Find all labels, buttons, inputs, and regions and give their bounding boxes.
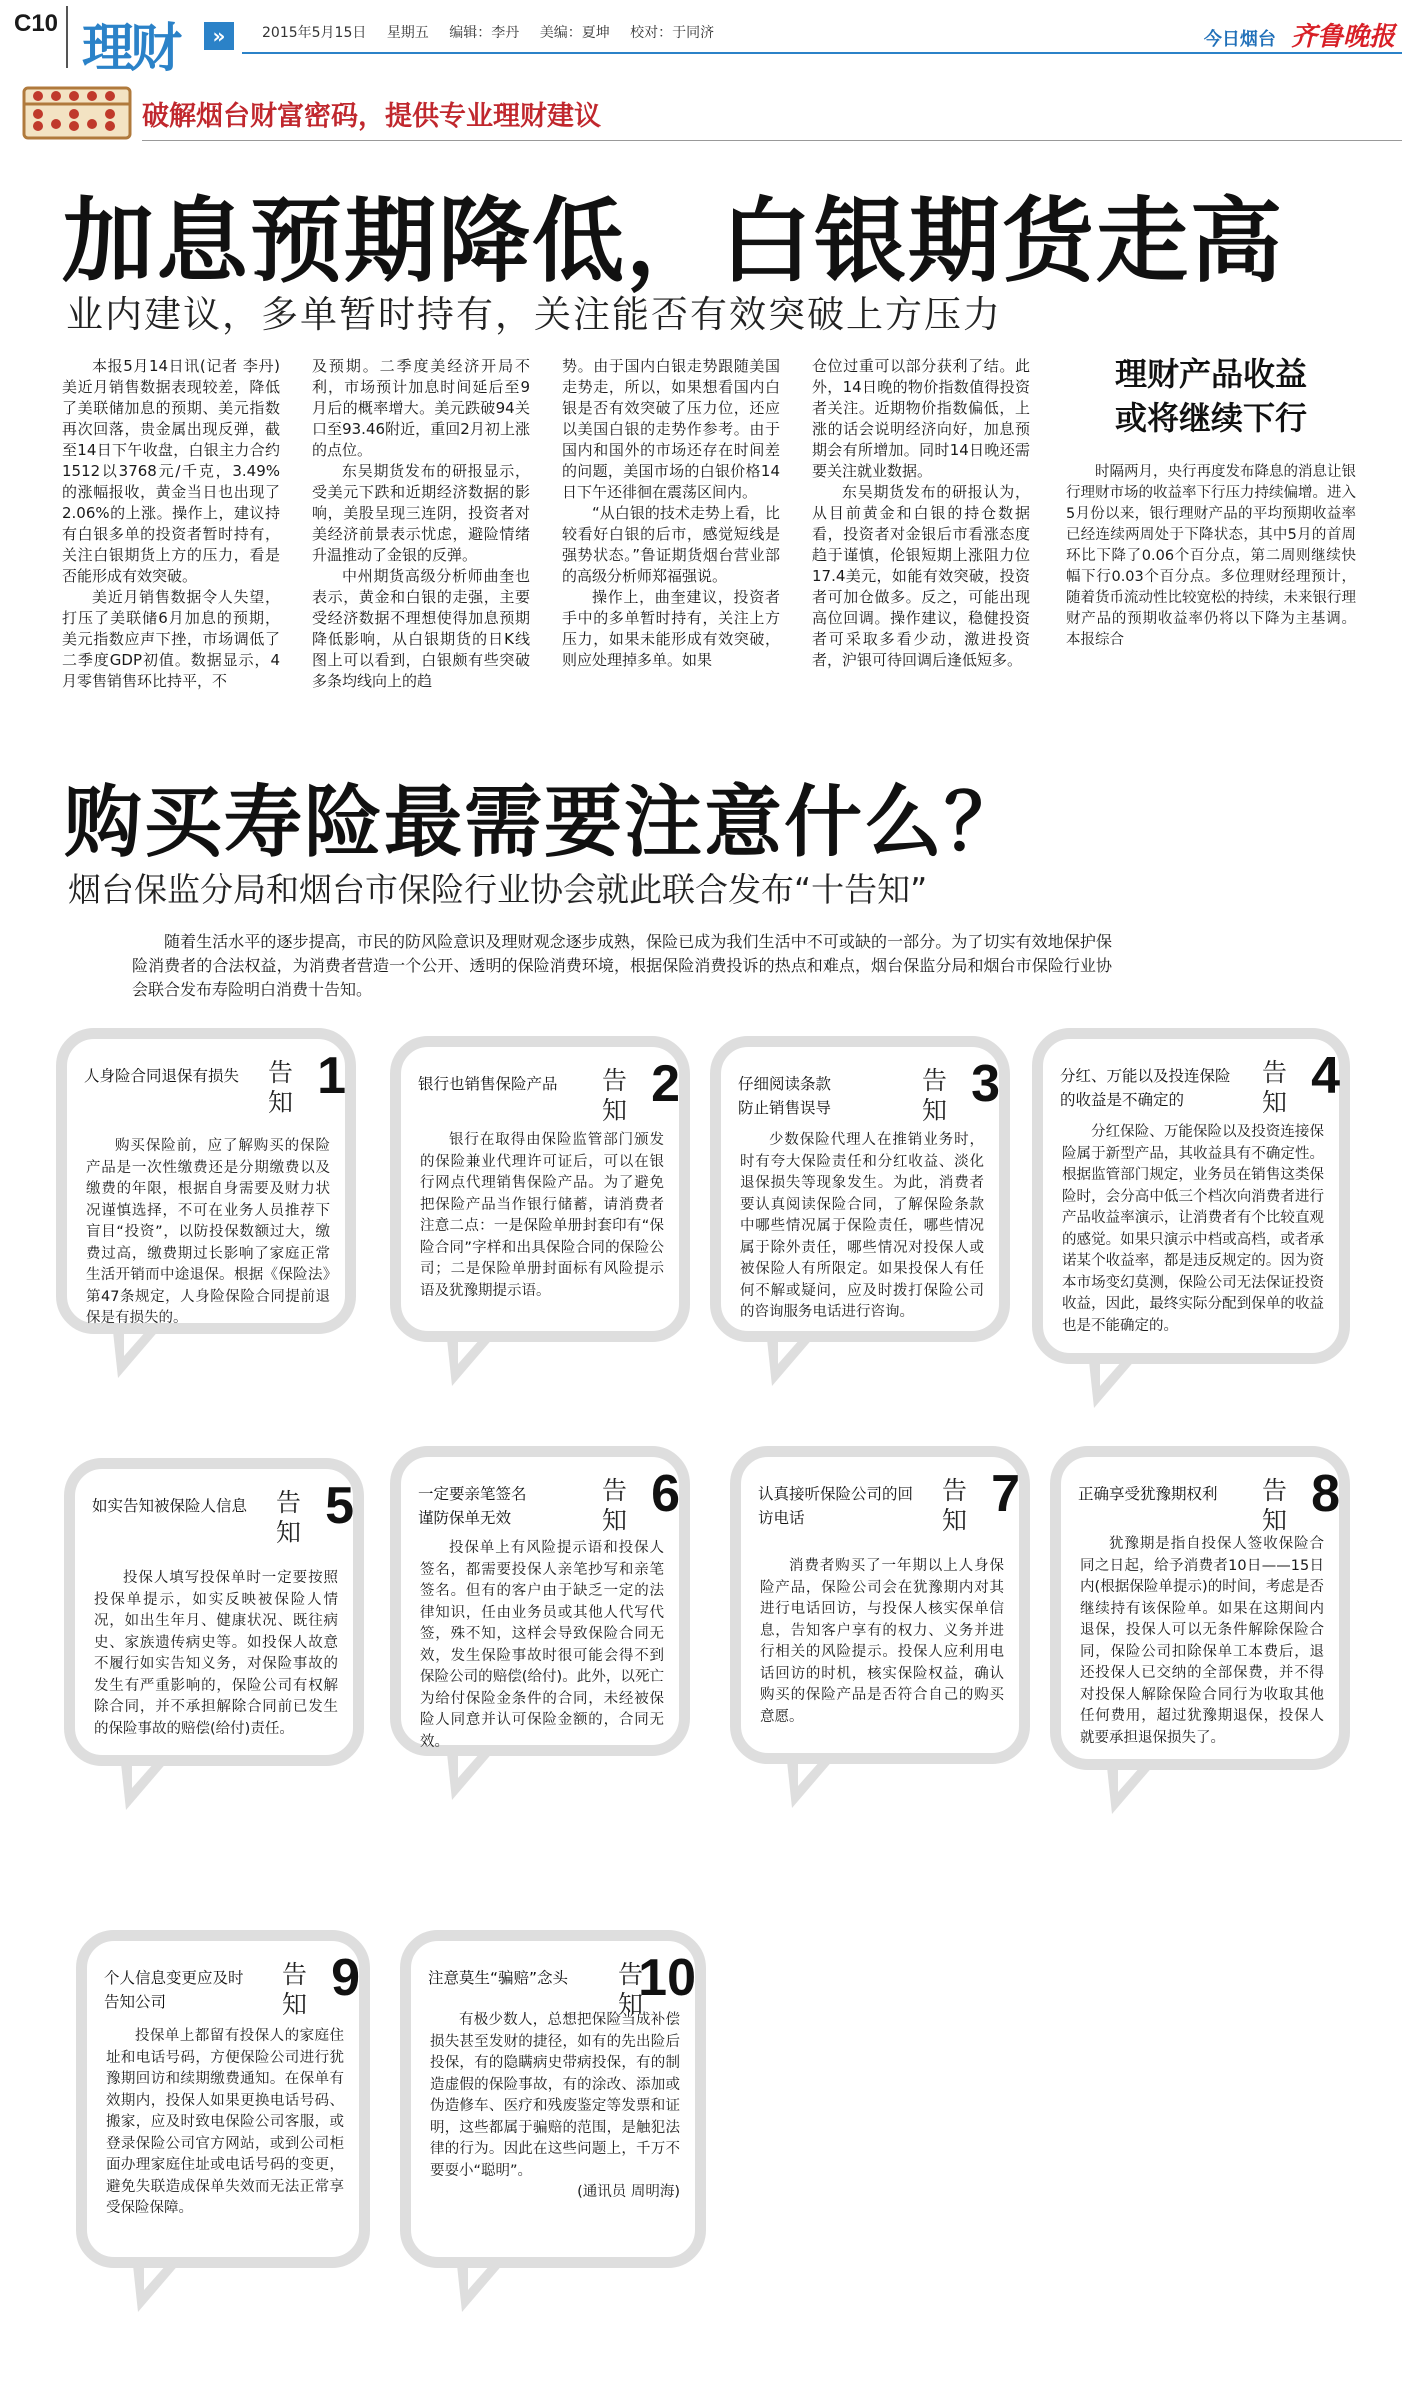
paragraph: 投保单上有风险提示语和投保人签名，都需要投保人亲笔抄写和亲笔签名。但有的客户由于缺乏一定的法律知识，任由业务员或其他人代写代签，殊不知，这样会导致保险合同无效，发生保险事故时很可能会得不到保险公司的赔偿(给付)。此外，以死亡为给付保险金条件的合同，未经被保险人同意并认可保险金额的，合同无效。 — [420, 1540, 664, 1750]
notice-number: 10 — [638, 1949, 696, 2007]
paragraph: 购买保险前，应了解购买的保险产品是一次性缴费还是分期缴费以及缴费的年限，根据自身需要及财力状况谨慎选择，不可在业务人员推荐下盲目“投资”，以防投保数额过大，缴费过高，缴费期过长影响了家庭正常生活开销而中途退保。根据《保险法》第47条规定，人身险保险合同提前退保是有损失的。 — [86, 1138, 330, 1326]
page-number: C10 — [14, 10, 59, 37]
notice-title — [1078, 1482, 1288, 1506]
notice-number: 5 — [325, 1477, 354, 1535]
notice-title — [418, 1072, 628, 1096]
paragraph: 投保人填写投保单时一定要按照投保单提示，如实反映被保险人情况，如出生年月、健康状况、既往病史、家族遗传病史等。如投保人故意不履行如实告知义务，对保险事故的发生有严重影响的，保险公司有权解除合同，并不承担解除合同前已发生的保险事故的赔偿(给付)责任。 — [94, 1570, 338, 1737]
notice-label: 告知 — [618, 1960, 644, 2019]
notice-body — [1080, 1534, 1324, 1749]
masthead-right — [1204, 16, 1395, 53]
section-logo — [76, 4, 246, 79]
notice-title — [758, 1482, 968, 1530]
paragraph: 势。由于国内白银走势跟随美国走势走，所以，如果想看国内白银是否有效突破了压力位，还应以美国白银的走势作参考。由于国内和国外的市场还存在时间差的问题，美国市场的白银价格14日下午还徘徊在震荡区间内。 — [562, 357, 780, 501]
notice-body — [430, 2010, 680, 2204]
notice-card-6 — [390, 1446, 690, 1756]
article1-column-4 — [812, 356, 1030, 671]
notice-body — [740, 1130, 984, 1324]
notice-label: 告知 — [1262, 1058, 1288, 1117]
notice-number: 8 — [1311, 1465, 1340, 1523]
notice-card-8 — [1050, 1446, 1350, 1770]
sidebar-body — [1066, 462, 1356, 651]
sidebar-headline-line: 理财产品收益 — [1114, 355, 1307, 393]
notice-number: 2 — [651, 1055, 680, 1113]
notice-card-7 — [730, 1446, 1030, 1764]
article2-subheadline: 烟台保监分局和烟台市保险行业协会就此联合发布“十告知” — [68, 870, 928, 909]
issue-date: 2015年5月15日 — [262, 25, 367, 41]
newspaper-logo: 齐鲁晚报 — [1290, 22, 1395, 52]
notice-title-line: 仔细阅读条款 — [738, 1075, 832, 1093]
notice-card-5 — [64, 1458, 364, 1766]
notice-number: 1 — [317, 1047, 346, 1105]
notice-body — [86, 1136, 330, 1330]
notice-number: 9 — [331, 1949, 360, 2007]
notice-title — [1060, 1064, 1270, 1112]
article1-column-1 — [62, 356, 280, 692]
header-meta — [262, 22, 730, 42]
notice-number: 4 — [1311, 1047, 1340, 1105]
notice-body — [420, 1538, 664, 1753]
paragraph: 时隔两月，央行再度发布降息的消息让银行理财市场的收益率下行压力持续偏增。进入5月份以来，银行理财产品的平均预期收益率已经连续两周处于下降状态，其中5月的首周环比下降了0.06个百分点，第二周则继续快幅下行0.03个百分点。多位理财经理预计，随着货币流动性比较宽松的持续，未来银行理财产品的预期收益率仍将以下降为主基调。 本报综合 — [1066, 464, 1356, 648]
paragraph: 及预期。二季度美经济开局不利，市场预计加息时间延后至9月后的概率增大。美元跌破94关口至93.46附近，重回2月初上涨的点位。 — [312, 357, 530, 459]
notice-title-line: 谨防保单无效 — [418, 1509, 512, 1527]
notice-title — [92, 1494, 302, 1518]
section-name: 理财 — [82, 19, 179, 79]
paragraph: 投保单上都留有投保人的家庭住址和电话号码，方便保险公司进行犹豫期回访和续期缴费通知。在保单有效期内，投保人如果更换电话号码、搬家，应及时致电保险公司客服，或登录保险公司官方网站，或到公司柜面办理家庭住址或电话号码的变更，避免失联造成保单失效而无法正常享受保险保障。 — [106, 2028, 344, 2216]
notice-number: 6 — [651, 1465, 680, 1523]
notice-number: 3 — [971, 1055, 1000, 1113]
notice-card-3 — [710, 1036, 1010, 1342]
notice-title — [738, 1072, 948, 1120]
notice-label: 告知 — [942, 1476, 968, 1535]
paragraph: 少数保险代理人在推销业务时，时有夸大保险责任和分红收益、淡化退保损失等现象发生。为此，消费者要认真阅读保险合同，了解保险条款中哪些情况属于保险责任，哪些情况属于除外责任，哪些情况对投保人或被保险人有所限定。如果投保人有任何不解或疑问，应及时拨打保险公司的咨询服务电话进行咨询。 — [740, 1132, 984, 1320]
abacus-icon — [22, 80, 132, 142]
article2-headline: 购买寿险最需要注意什么？ — [64, 778, 1025, 868]
notice-title-line: 防止销售误导 — [738, 1099, 832, 1117]
notice-card-2 — [390, 1036, 690, 1342]
article1-column-3 — [562, 356, 780, 671]
notice-title-line: 认真接听保险公司的回 — [758, 1485, 914, 1503]
notice-card-9 — [76, 1930, 370, 2268]
article1-subheadline: 业内建议，多单暂时持有，关注能否有效突破上方压力 — [66, 293, 1002, 336]
article1-column-2 — [312, 356, 530, 692]
notice-body — [760, 1556, 1004, 1728]
notice-title-line: 分红、万能以及投连保险 — [1060, 1067, 1231, 1085]
notice-title-line: 正确享受犹豫期权利 — [1078, 1485, 1218, 1503]
paragraph: 银行在取得由保险监管部门颁发的保险兼业代理许可证后，可以在银行网点代理销售保险产品。为了避免把保险产品当作银行储蓄，请消费者注意二点：一是保险单册封套印有“保险合同”字样和出具保险合同的保险公司；二是保险单册封面标有风险提示语及犹豫期提示语。 — [420, 1132, 664, 1299]
paragraph: 本报5月14日讯(记者 李丹) 美近月销售数据表现较差，降低了美联储加息的预期、美元指数再次回落，贵金属出现反弹，截至14日下午收盘，白银主力合约1512以3768元/千克，3.49%的涨幅报收，黄金当日也出现了2.06%的上涨。操作上，建议持有白银多单的投资者暂时持有，关注白银期货上方的压力，看是否能形成有效突破。 — [62, 357, 280, 585]
notice-title — [428, 1966, 638, 1990]
notice-title — [84, 1064, 294, 1088]
notice-title — [418, 1482, 628, 1530]
local-edition-label: 今日烟台 — [1203, 29, 1276, 50]
notice-title-line: 个人信息变更应及时 — [104, 1969, 244, 1987]
notice-number: 7 — [991, 1465, 1020, 1523]
header-divider — [66, 6, 68, 68]
art-editor: 美编：夏坤 — [539, 25, 610, 41]
notice-title-line: 告知公司 — [104, 1993, 167, 2011]
notice-title-line: 银行也销售保险产品 — [418, 1075, 558, 1093]
slogan-rule — [142, 140, 1402, 141]
paragraph: 操作上，曲奎建议，投资者手中的多单暂时持有，关注上方压力，如果未能形成有效突破，则应处理掉多单。如果 — [562, 588, 780, 669]
sidebar-headline — [1066, 352, 1356, 440]
sidebar-article — [1066, 352, 1356, 651]
notice-title-line: 如实告知被保险人信息 — [92, 1497, 248, 1515]
notice-title-line: 人身险合同退保有损失 — [84, 1067, 240, 1085]
paragraph: 东吴期货发布的研报显示，受美元下跌和近期经济数据的影响，美股呈现三连阴，投资者对美经济前景表示忧虑，避险情绪升温推动了金银的反弹。 — [312, 462, 530, 564]
notice-label: 告知 — [602, 1476, 628, 1535]
paragraph: 犹豫期是指自投保人签收保险合同之日起，给予消费者10日——15日内(根据保险单提示)的时间，考虑是否继续持有该保险单。如果在这期间内退保，投保人可以无条件解除保险合同，保险公司扣除保单工本费后，退还投保人已交纳的全部保费，并不得对投保人解除保险合同行为收取其他任何费用，超过犹豫期退保，投保人就要承担退保损失了。 — [1080, 1536, 1324, 1746]
notice-body — [106, 2026, 344, 2220]
notice-label: 告知 — [602, 1066, 628, 1125]
notice-card-4 — [1032, 1028, 1350, 1364]
notice-card-1 — [56, 1028, 356, 1334]
notice-body — [1062, 1122, 1324, 1337]
paragraph: 有极少数人，总想把保险当成补偿损失甚至发财的捷径，如有的先出险后投保，有的隐瞒病史带病投保，有的制造虚假的保险事故，有的涂改、添加或伪造修车、医疗和残废鉴定等发票和证明，这些都属于骗赔的范围，是触犯法律的行为。因此在这些问题上，千万不要耍小“聪明”。 — [430, 2012, 680, 2179]
article2-intro — [132, 930, 1112, 1002]
proofreader: 校对：于同济 — [630, 25, 715, 41]
notice-label: 告知 — [276, 1488, 302, 1547]
paragraph: 随着生活水平的逐步提高，市民的防风险意识及理财观念逐步成熟，保险已成为我们生活中不可或缺的一部分。为了切实有效地保护保险消费者的合法权益，为消费者营造一个公开、透明的保险消费环境，根据保险消费投诉的热点和难点，烟台保监分局和烟台市保险行业协会联合发布寿险明白消费十告知。 — [132, 932, 1112, 999]
notice-card-10 — [400, 1930, 706, 2268]
paragraph: 中州期货高级分析师曲奎也表示，黄金和白银的走强，主要受经济数据不理想使得加息预期降低影响，从白银期货的日K线图上可以看到，白银颇有些突破多条均线向上的趋 — [312, 567, 530, 690]
notice-label: 告知 — [282, 1960, 308, 2019]
editor: 编辑：李丹 — [449, 25, 520, 41]
sidebar-headline-line: 或将继续下行 — [1114, 399, 1307, 437]
issue-weekday: 星期五 — [386, 25, 429, 41]
paragraph: “从白银的技术走势上看，比较看好白银的后市，感觉短线是强势状态。”鲁证期货烟台营业部的高级分析师郑福强说。 — [562, 504, 780, 585]
paragraph: 仓位过重可以部分获利了结。此外，14日晚的物价指数值得投资者关注。近期物价指数偏低，上涨的话会说明经济向好，加息预期会有所增加。同时14日晚还需要关注就业数据。 — [812, 357, 1030, 480]
paragraph: 东吴期货发布的研报认为，从目前黄金和白银的持仓数据看，投资者对金银后市看涨态度趋于谨慎，伦银短期上涨阻力位17.4美元，如能有效突破，投资者可加仓做多。反之，可能出现高位回调。操作建议，稳健投资者可采取多看少动，激进投资者，沪银可待回调后逢低短多。 — [812, 483, 1030, 669]
paragraph: 分红保险、万能保险以及投资连接保险属于新型产品，其收益具有不确定性。根据监管部门规定，业务员在销售这类保险时，会分高中低三个档次向消费者进行产品收益率演示，让消费者有个比较直观的感觉。如果只演示中档或高档，或者承诺某个收益率，都是违反规定的。因为资本市场变幻莫测，保险公司无法保证投资收益，因此，最终实际分配到保单的收益也是不能确定的。 — [1062, 1124, 1324, 1334]
header-rule — [242, 52, 1402, 54]
notice-title-line: 注意莫生“骗赔”念头 — [428, 1969, 569, 1987]
notice-title-line: 的收益是不确定的 — [1060, 1091, 1185, 1109]
notice-label: 告知 — [1262, 1476, 1288, 1535]
notice-title-line: 一定要亲笔签名 — [418, 1485, 527, 1503]
chevron-right-icon: » — [204, 22, 234, 50]
paragraph: 美近月销售数据令人失望，打压了美联储6月加息的预期，美元指数应声下挫，市场调低了二季度GDP初值。数据显示，4月零售销售环比持平，不 — [62, 588, 280, 690]
notice-title — [104, 1966, 314, 2014]
paragraph: 消费者购买了一年期以上人身保险产品，保险公司会在犹豫期内对其进行电话回访，与投保人核实保单信息，告知客户享有的权力、义务并进行相关的风险提示。投保人应利用电话回访的时机，核实保险权益，确认购买的保险产品是否符合自己的购买意愿。 — [760, 1558, 1004, 1725]
section-slogan: 破解烟台财富密码，提供专业理财建议 — [142, 101, 601, 132]
notice-title-line: 访电话 — [758, 1509, 805, 1527]
notice-label: 告知 — [922, 1066, 948, 1125]
notice-body — [420, 1130, 664, 1302]
article1-headline: 加息预期降低，白银期货走高 — [62, 188, 1285, 295]
notice-body — [94, 1568, 338, 1740]
byline: (通讯员 周明海) — [577, 2184, 680, 2200]
notice-label: 告知 — [268, 1058, 294, 1117]
